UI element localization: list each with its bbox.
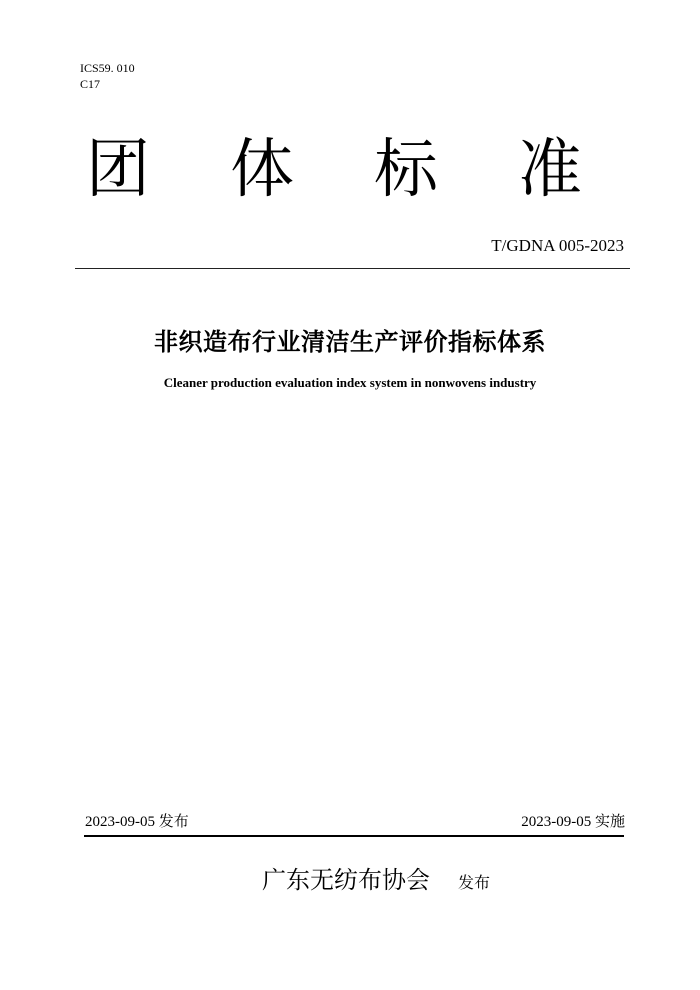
publisher-suffix: 发布 bbox=[458, 873, 491, 892]
ics-code: ICS59. 010 bbox=[80, 61, 135, 75]
date-row bbox=[85, 808, 625, 832]
ccs-code: C17 bbox=[80, 77, 101, 91]
standard-number: T/GDNA 005-2023 bbox=[491, 236, 624, 255]
chinese-title: 非织造布行业清洁生产评价指标体系 bbox=[154, 328, 546, 356]
footer-divider bbox=[84, 835, 624, 837]
document-type-title: 团 体 标 准 bbox=[86, 134, 614, 205]
publisher-row bbox=[262, 860, 490, 895]
english-title: Cleaner production evaluation index system in nonwovens industry bbox=[163, 375, 537, 390]
classification-codes bbox=[80, 60, 135, 92]
publisher-name: 广东无纺布协会 bbox=[262, 866, 430, 894]
implement-date: 2023-09-05 实施 bbox=[521, 813, 625, 830]
publish-date: 2023-09-05 发布 bbox=[85, 813, 189, 830]
header-divider bbox=[75, 268, 630, 269]
